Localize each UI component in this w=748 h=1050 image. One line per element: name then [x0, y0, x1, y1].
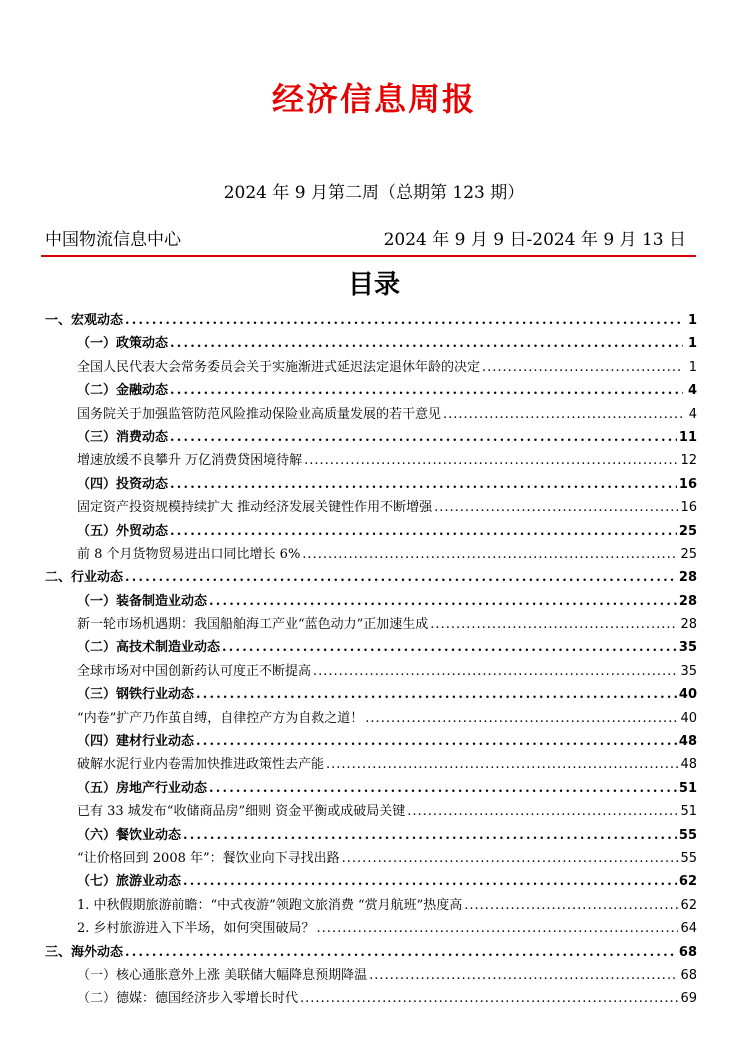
- dot-leader: [369, 968, 678, 983]
- dot-leader: [183, 828, 677, 843]
- toc-entry[interactable]: [45, 636, 697, 659]
- dot-leader: [170, 430, 677, 445]
- dot-leader: [300, 991, 678, 1006]
- report-title: 经济信息周报: [271, 80, 476, 118]
- toc-entry-page: 1: [688, 359, 697, 375]
- dot-leader: [170, 477, 677, 492]
- toc-entry-page: 25: [678, 523, 697, 539]
- issue-line: 2024 年 9 月第二周（总期第 123 期）: [223, 183, 525, 203]
- dot-leader: [326, 757, 678, 772]
- toc-entry[interactable]: [45, 473, 697, 496]
- toc-entry[interactable]: [45, 870, 697, 893]
- toc-entry[interactable]: [45, 941, 697, 964]
- toc-entry-page: 28: [678, 570, 697, 586]
- toc-entry-label: （三）消费动态: [77, 429, 169, 445]
- dot-leader: [365, 711, 678, 726]
- toc-entry[interactable]: [45, 496, 697, 519]
- toc-entry-page: 40: [678, 687, 697, 703]
- toc-entry-label: 已有 33 城发布“收储商品房”细则 资金平衡或成破局关键: [77, 804, 406, 820]
- toc-entry-page: 11: [678, 429, 697, 445]
- dot-leader: [407, 804, 678, 819]
- dot-leader: [430, 617, 678, 632]
- dot-leader: [342, 851, 679, 866]
- date-range: 2024 年 9 月 9 日-2024 年 9 月 13 日: [383, 230, 686, 250]
- toc-entry-page: 35: [680, 663, 697, 679]
- header-divider: [41, 255, 696, 257]
- toc-entry-label: 新一轮市场机遇期：我国船舶海工产业“蓝色动力”正加速生成: [77, 617, 429, 633]
- toc-entry[interactable]: [45, 403, 697, 426]
- toc-entry[interactable]: [45, 309, 697, 332]
- dot-leader: [170, 524, 677, 539]
- dot-leader: [302, 547, 678, 562]
- toc-entry-page: 62: [680, 897, 697, 913]
- dot-leader: [183, 874, 677, 889]
- toc-entry-label: 破解水泥行业内卷需加快推进政策性去产能: [77, 757, 325, 773]
- toc-entry[interactable]: [45, 917, 697, 940]
- toc-entry[interactable]: [45, 543, 697, 566]
- toc-entry[interactable]: [45, 847, 697, 870]
- toc-entry-label: （六）餐饮业动态: [77, 827, 182, 843]
- organization-name: 中国物流信息中心: [45, 230, 181, 250]
- dot-leader: [170, 383, 683, 398]
- toc-entry-label: 1. 中秋假期旅游前瞻：“中式夜游”领跑文旅消费 “赏月航班”热度高: [77, 897, 463, 913]
- toc-entry[interactable]: [45, 730, 697, 753]
- toc-entry-label: （一）装备制造业动态: [77, 593, 208, 609]
- dot-leader: [209, 781, 677, 796]
- toc-entry-label: 全球市场对中国创新药认可度正不断提高: [77, 663, 312, 679]
- toc-entry[interactable]: [45, 590, 697, 613]
- toc-entry-label: “内卷”扩产乃作茧自缚，自律控产方为自救之道！: [77, 710, 364, 726]
- toc-entry-label: 国务院关于加强监管防范风险推动保险业高质量发展的若干意见: [77, 406, 442, 422]
- toc-entry[interactable]: [45, 566, 697, 589]
- toc-entry-page: 69: [680, 991, 697, 1007]
- toc-entry-page: 25: [680, 546, 697, 562]
- toc-entry-page: 68: [680, 967, 697, 983]
- toc-entry[interactable]: [45, 824, 697, 847]
- toc-entry-page: 55: [678, 827, 697, 843]
- toc-entry-page: 51: [680, 804, 697, 820]
- toc-entry-page: 12: [680, 453, 697, 469]
- table-of-contents: [45, 309, 697, 1011]
- toc-entry-label: 增速放缓不良攀升 万亿消费贷困境待解: [77, 453, 303, 469]
- toc-entry-label: （四）投资动态: [77, 476, 169, 492]
- dot-leader: [125, 313, 683, 328]
- toc-entry-page: 68: [678, 944, 697, 960]
- toc-entry-label: 一、宏观动态: [45, 313, 124, 328]
- toc-entry-label: （二）高技术制造业动态: [77, 640, 221, 656]
- toc-entry[interactable]: [45, 964, 697, 987]
- dot-leader: [222, 640, 677, 655]
- toc-entry[interactable]: [45, 332, 697, 355]
- toc-entry[interactable]: [45, 987, 697, 1010]
- toc-entry-page: 55: [680, 850, 697, 866]
- dot-leader: [125, 570, 677, 585]
- toc-entry-label: 二、行业动态: [45, 570, 124, 586]
- toc-entry-label: 全国人民代表大会常务委员会关于实施渐进式延迟法定退休年龄的决定: [77, 359, 481, 375]
- toc-entry[interactable]: [45, 449, 697, 472]
- toc-entry-label: 前 8 个月货物贸易进出口同比增长 6%: [77, 546, 301, 562]
- toc-entry-label: （四）建材行业动态: [77, 734, 195, 750]
- toc-entry-label: （三）钢铁行业动态: [77, 687, 195, 703]
- toc-entry-label: 三、海外动态: [45, 944, 124, 960]
- toc-entry[interactable]: [45, 753, 697, 776]
- dot-leader: [313, 664, 678, 679]
- toc-entry-page: 48: [678, 734, 697, 750]
- toc-entry-label: 固定资产投资规模持续扩大 推动经济发展关键性作用不断增强: [77, 500, 433, 516]
- toc-entry[interactable]: [45, 379, 697, 402]
- toc-entry-page: 48: [680, 757, 697, 773]
- toc-entry-label: （二）金融动态: [77, 383, 169, 399]
- dot-leader: [304, 453, 678, 468]
- toc-entry-label: （一）政策动态: [77, 336, 169, 352]
- toc-entry[interactable]: [45, 800, 697, 823]
- toc-entry-page: 64: [680, 921, 697, 937]
- toc-entry-page: 28: [680, 617, 697, 633]
- toc-entry[interactable]: [45, 520, 697, 543]
- toc-entry-page: 62: [678, 874, 697, 890]
- toc-entry[interactable]: [45, 683, 697, 706]
- toc-entry-label: （七）旅游业动态: [77, 874, 182, 890]
- toc-entry-label: （二）德媒：德国经济步入零增长时代: [77, 991, 299, 1007]
- toc-entry-label: （五）外贸动态: [77, 523, 169, 539]
- toc-entry[interactable]: [45, 707, 697, 730]
- toc-entry-label: “让价格回到 2008 年”：餐饮业向下寻找出路: [77, 850, 340, 866]
- toc-entry[interactable]: [45, 356, 697, 379]
- toc-entry-page: 4: [688, 406, 697, 422]
- dot-leader: [434, 500, 678, 515]
- dot-leader: [482, 360, 683, 375]
- dot-leader: [125, 945, 677, 960]
- toc-entry[interactable]: [45, 894, 697, 917]
- toc-entry-page: 28: [678, 593, 697, 609]
- dot-leader: [209, 594, 677, 609]
- toc-entry-page: 4: [687, 383, 697, 399]
- toc-entry-page: 1: [687, 336, 697, 352]
- toc-entry[interactable]: [45, 613, 697, 636]
- toc-entry-page: 51: [678, 780, 697, 796]
- toc-entry-label: （五）房地产行业动态: [77, 780, 208, 796]
- toc-entry-page: 16: [680, 500, 697, 516]
- dot-leader: [464, 898, 678, 913]
- dot-leader: [317, 921, 679, 936]
- toc-entry-label: 2. 乡村旅游进入下半场，如何突围破局？: [77, 921, 315, 937]
- dot-leader: [170, 336, 683, 351]
- toc-entry-page: 35: [678, 640, 697, 656]
- toc-heading: 目录: [347, 270, 400, 300]
- dot-leader: [196, 734, 677, 749]
- toc-entry[interactable]: [45, 426, 697, 449]
- toc-entry-page: 1: [687, 313, 697, 328]
- toc-entry-page: 40: [680, 710, 697, 726]
- dot-leader: [443, 407, 683, 422]
- dot-leader: [196, 687, 677, 702]
- toc-entry[interactable]: [45, 777, 697, 800]
- toc-entry-page: 16: [678, 476, 697, 492]
- toc-entry-label: （一）核心通胀意外上涨 美联储大幅降息预期降温: [77, 967, 368, 983]
- toc-entry[interactable]: [45, 660, 697, 683]
